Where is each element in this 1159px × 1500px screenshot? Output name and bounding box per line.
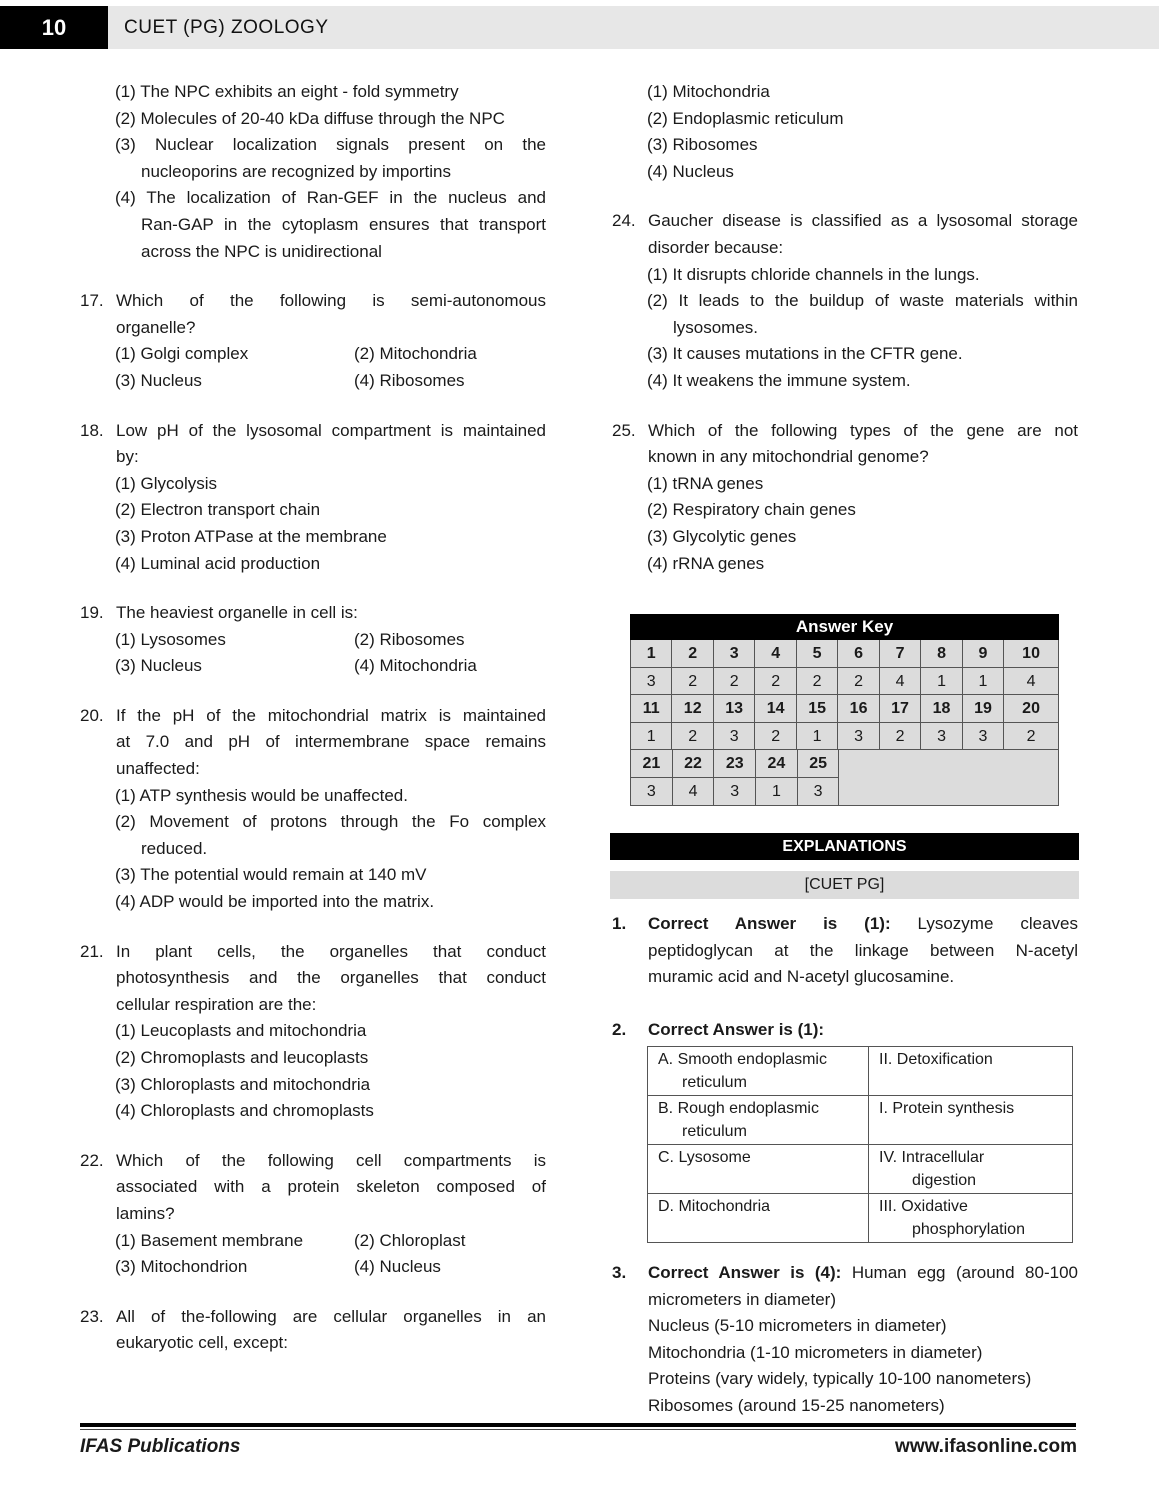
option: (1) Golgi complex <box>115 344 249 364</box>
option: (1) Lysosomes <box>115 629 226 649</box>
answer-key-answer-row <box>631 668 1058 696</box>
explanation-text: muramic acid and N-acetyl glucosamine. <box>648 967 955 987</box>
table-row <box>648 1096 1073 1145</box>
q16-option-2: (2) Molecules of 20-40 kDa diffuse through the NPC <box>115 108 505 128</box>
key-answer: 2 <box>797 668 838 696</box>
question-text: The heaviest organelle in cell is: <box>116 603 358 623</box>
q23-option-4: (4) Nucleus <box>647 161 734 181</box>
option: (3) It causes mutations in the CFTR gene. <box>647 344 963 364</box>
explanation-3 <box>612 1260 1078 1420</box>
key-question: 3 <box>714 640 755 668</box>
option: (3) Nucleus <box>115 656 202 676</box>
key-question: 20 <box>1004 695 1058 723</box>
left-column <box>80 79 546 1357</box>
key-question: 17 <box>880 695 921 723</box>
footer-rule <box>80 1423 1076 1427</box>
key-answer: 3 <box>963 723 1004 751</box>
table-cell: B. Rough endoplasmic reticulum <box>648 1096 869 1145</box>
question-number: 23. <box>80 1306 104 1326</box>
key-question: 2 <box>672 640 713 668</box>
question-25 <box>612 418 1078 578</box>
key-question: 9 <box>963 640 1004 668</box>
option: (2) Chloroplast <box>354 1230 466 1250</box>
q16-option-4-cont2: across the NPC is unidirectional <box>141 241 382 261</box>
question-text: Which of the following types of the gene are not <box>648 420 1078 440</box>
explanation-text: Human egg (around 80-100 <box>851 1263 1078 1282</box>
question-text: Low pH of the lysosomal compartment is maintained <box>116 420 546 440</box>
table-cell: II. Detoxification <box>869 1047 1073 1096</box>
footer-rule-thin <box>80 1429 1076 1430</box>
option: (3) Glycolytic genes <box>647 526 797 546</box>
correct-answer-label: Correct Answer is (4): <box>648 1263 842 1282</box>
table-row <box>648 1145 1073 1194</box>
option: (3) Mitochondrion <box>115 1257 248 1277</box>
explanation-2 <box>612 1017 1078 1044</box>
key-question: 16 <box>838 695 879 723</box>
question-number: 25. <box>612 420 636 440</box>
answer-key <box>630 614 1059 806</box>
table-cell: IV. Intracellular digestion <box>869 1145 1073 1194</box>
right-column <box>612 79 1078 577</box>
explanation-text: Mitochondria (1-10 micrometers in diameter) <box>648 1342 983 1362</box>
question-text: by: <box>116 447 139 467</box>
page-header <box>0 6 1159 49</box>
explanations-heading: EXPLANATIONS <box>610 833 1079 860</box>
key-answer: 2 <box>880 723 921 751</box>
key-answer: 2 <box>1004 723 1058 751</box>
answer-key-answer-row <box>631 778 1058 806</box>
question-number: 18. <box>80 420 104 440</box>
option: (4) Ribosomes <box>354 370 465 390</box>
key-answer: 2 <box>672 668 713 696</box>
question-21 <box>80 939 546 1125</box>
explanation-1 <box>612 911 1078 991</box>
key-question: 14 <box>755 695 796 723</box>
answer-key-question-row <box>631 695 1058 723</box>
correct-answer-label: Correct Answer is (1): <box>648 914 891 933</box>
option: (4) rRNA genes <box>647 553 765 573</box>
option-cont: lysosomes. <box>673 317 759 337</box>
key-answer: 1 <box>797 723 838 751</box>
question-text: eukaryotic cell, except: <box>116 1333 288 1353</box>
option: (4) It weakens the immune system. <box>647 370 911 390</box>
explanations-subheading: [CUET PG] <box>610 871 1079 899</box>
question-text: Which of the following cell compartments is <box>116 1150 546 1170</box>
key-question: 6 <box>838 640 879 668</box>
table-row <box>648 1047 1073 1096</box>
key-answer: 1 <box>921 668 962 696</box>
key-question: 18 <box>921 695 962 723</box>
q23-option-2: (2) Endoplasmic reticulum <box>647 108 844 128</box>
explanation-number: 2. <box>612 1020 627 1039</box>
explanation-text: peptidoglycan at the linkage between N-acetyl <box>648 940 1078 960</box>
explanation-number: 3. <box>612 1263 627 1282</box>
option: (2) Mitochondria <box>354 344 477 364</box>
question-text: Which of the following is semi-autonomous <box>116 291 546 311</box>
question-22 <box>80 1148 546 1281</box>
key-question: 21 <box>631 750 673 778</box>
explanation-text: Ribosomes (around 15-25 nanometers) <box>648 1395 945 1415</box>
question-text: known in any mitochondrial genome? <box>648 447 929 467</box>
option: (2) Ribosomes <box>354 629 465 649</box>
table-row <box>648 1194 1073 1243</box>
match-table <box>647 1046 1073 1243</box>
q16-option-4: (4) The localization of Ran-GEF in the nucleus and <box>115 188 546 208</box>
option: (4) Nucleus <box>354 1257 441 1277</box>
question-number: 19. <box>80 603 104 623</box>
answer-key-question-row <box>631 750 1058 778</box>
key-question: 25 <box>798 750 840 778</box>
key-answer: 4 <box>880 668 921 696</box>
question-number: 17. <box>80 291 104 311</box>
key-question: 15 <box>797 695 838 723</box>
option: (1) tRNA genes <box>647 473 764 493</box>
key-answer: 3 <box>714 723 755 751</box>
question-text: If the pH of the mitochondrial matrix is maintained <box>116 705 546 725</box>
option: (1) Leucoplasts and mitochondria <box>115 1021 367 1041</box>
option: (2) Respiratory chain genes <box>647 500 856 520</box>
key-question: 7 <box>880 640 921 668</box>
key-answer: 3 <box>714 778 756 806</box>
answer-key-question-row <box>631 640 1058 668</box>
explanation-text: Proteins (vary widely, typically 10-100 nanometers) <box>648 1369 1032 1389</box>
option: (1) It disrupts chloride channels in the lungs. <box>647 264 980 284</box>
option: (1) ATP synthesis would be unaffected. <box>115 785 408 805</box>
question-text: disorder because: <box>648 237 784 257</box>
page-number: 10 <box>0 6 108 49</box>
question-text: associated with a protein skeleton composed of <box>116 1177 546 1197</box>
option: (3) Proton ATPase at the membrane <box>115 526 387 546</box>
question-24 <box>612 208 1078 394</box>
option: (2) It leads to the buildup of waste materials within <box>647 291 1078 311</box>
key-answer: 2 <box>755 723 796 751</box>
key-empty <box>839 750 1058 778</box>
question-number: 22. <box>80 1150 104 1170</box>
question-number: 20. <box>80 705 104 725</box>
option-cont: reduced. <box>141 838 208 858</box>
question-text: lamins? <box>116 1203 175 1223</box>
key-answer: 3 <box>838 723 879 751</box>
option: (2) Movement of protons through the Fo complex <box>115 812 546 832</box>
key-question: 4 <box>755 640 796 668</box>
q23-option-3: (3) Ribosomes <box>647 135 758 155</box>
footer-website: www.ifasonline.com <box>895 1436 1077 1457</box>
key-answer: 3 <box>921 723 962 751</box>
key-question: 12 <box>672 695 713 723</box>
key-answer: 2 <box>755 668 796 696</box>
question-19 <box>80 600 546 680</box>
answer-key-title: Answer Key <box>630 614 1059 640</box>
question-number: 24. <box>612 211 636 231</box>
key-answer: 3 <box>631 668 672 696</box>
key-question: 10 <box>1004 640 1058 668</box>
question-text: Gaucher disease is classified as a lysosomal storage <box>648 211 1078 231</box>
question-20 <box>80 703 546 916</box>
q16-option-4-cont: Ran-GAP in the cytoplasm ensures that transport <box>141 214 546 234</box>
option: (1) Glycolysis <box>115 473 218 493</box>
correct-answer-label: Correct Answer is (1): <box>648 1020 825 1039</box>
answer-key-grid <box>630 640 1059 806</box>
key-question: 1 <box>631 640 672 668</box>
option: (3) The potential would remain at 140 mV <box>115 865 427 885</box>
question-text: In plant cells, the organelles that conduct <box>116 941 546 961</box>
option: (3) Nucleus <box>115 370 202 390</box>
footer-publisher: IFAS Publications <box>80 1436 241 1457</box>
table-cell: III. Oxidative phosphorylation <box>869 1194 1073 1243</box>
explanation-text: Lysozyme cleaves <box>917 914 1078 933</box>
key-answer: 3 <box>631 778 673 806</box>
q16-option-3-cont: nucleoporins are recognized by importins <box>141 161 451 181</box>
key-question: 24 <box>756 750 798 778</box>
option: (4) Mitochondria <box>354 656 477 676</box>
explanation-number: 1. <box>612 914 627 933</box>
key-answer: 2 <box>714 668 755 696</box>
key-answer: 1 <box>631 723 672 751</box>
table-cell: I. Protein synthesis <box>869 1096 1073 1145</box>
question-number: 21. <box>80 941 104 961</box>
explanation-text: Nucleus (5-10 micrometers in diameter) <box>648 1316 947 1336</box>
option: (4) Chloroplasts and chromoplasts <box>115 1101 374 1121</box>
option: (4) Luminal acid production <box>115 553 321 573</box>
option: (2) Chromoplasts and leucoplasts <box>115 1048 369 1067</box>
key-question: 11 <box>631 695 672 723</box>
key-answer: 2 <box>838 668 879 696</box>
table-cell: C. Lysosome <box>648 1145 869 1194</box>
table-cell: D. Mitochondria <box>648 1194 869 1243</box>
question-23 <box>80 1304 546 1357</box>
key-answer: 4 <box>1004 668 1058 696</box>
key-empty <box>839 778 1058 806</box>
key-answer: 3 <box>798 778 840 806</box>
q23-option-1: (1) Mitochondria <box>647 82 770 101</box>
question-text: All of the-following are cellular organelles in an <box>116 1306 546 1326</box>
key-answer: 1 <box>756 778 798 806</box>
key-question: 5 <box>797 640 838 668</box>
key-question: 13 <box>714 695 755 723</box>
question-18 <box>80 418 546 578</box>
question-text: at 7.0 and pH of intermembrane space remains <box>116 732 546 752</box>
key-question: 8 <box>921 640 962 668</box>
option: (1) Basement membrane <box>115 1230 304 1250</box>
key-answer: 2 <box>672 723 713 751</box>
answer-key-answer-row <box>631 723 1058 751</box>
q16-option-3: (3) Nuclear localization signals present on the <box>115 135 546 155</box>
question-text: unaffected: <box>116 759 200 779</box>
key-question: 19 <box>963 695 1004 723</box>
option: (4) ADP would be imported into the matrix. <box>115 892 435 912</box>
explanation-text: micrometers in diameter) <box>648 1289 836 1309</box>
q16-option-1: (1) The NPC exhibits an eight - fold symmetry <box>115 82 459 101</box>
option: (2) Electron transport chain <box>115 500 321 520</box>
option: (3) Chloroplasts and mitochondria <box>115 1074 371 1094</box>
question-text: cellular respiration are the: <box>116 994 317 1014</box>
key-question: 22 <box>673 750 715 778</box>
question-text: photosynthesis and the organelles that conduct <box>116 968 546 988</box>
question-17 <box>80 288 546 394</box>
header-title: CUET (PG) ZOOLOGY <box>124 17 329 38</box>
table-cell: A. Smooth endoplasmic reticulum <box>648 1047 869 1096</box>
key-question: 23 <box>714 750 756 778</box>
key-answer: 1 <box>963 668 1004 696</box>
question-text: organelle? <box>116 317 196 337</box>
key-answer: 4 <box>673 778 715 806</box>
